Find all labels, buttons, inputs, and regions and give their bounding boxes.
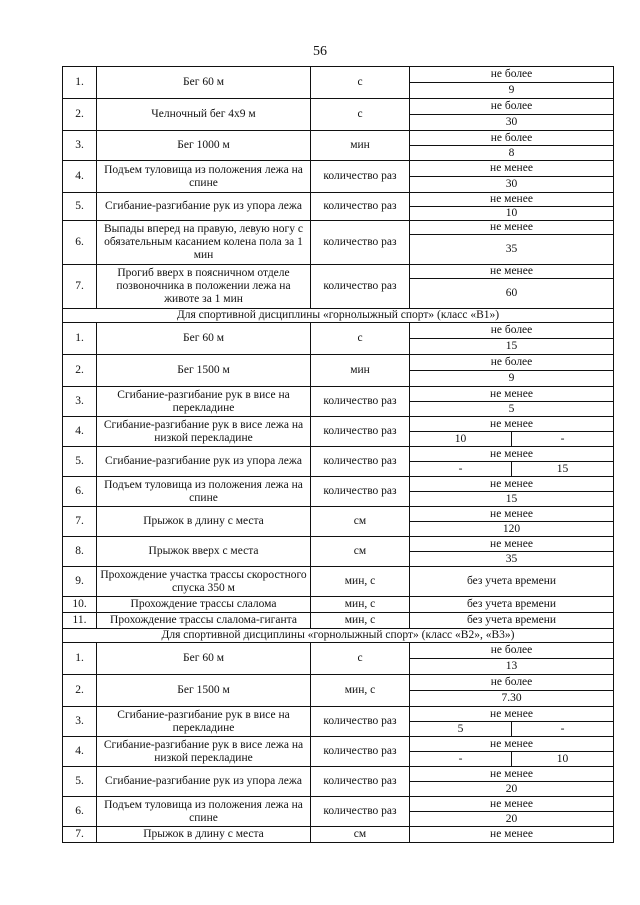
table-row (63, 417, 614, 432)
row-number: 4. (63, 161, 97, 193)
page-number: 56 (313, 44, 327, 59)
unit: количество раз (311, 767, 410, 797)
row-number: 4. (63, 417, 97, 447)
row-number: 7. (63, 507, 97, 537)
value: 5 (410, 402, 614, 417)
value: 9 (410, 371, 614, 387)
table-row (63, 477, 614, 492)
table-row (63, 767, 614, 782)
exercise-name: Бег 60 м (97, 67, 311, 99)
row-number: 2. (63, 675, 97, 707)
condition-label: не менее (410, 507, 614, 522)
value-right: 15 (512, 462, 614, 477)
row-number: 3. (63, 387, 97, 417)
exercise-name: Сгибание-разгибание рук в висе на перекладине (97, 387, 311, 417)
row-number: 5. (63, 193, 97, 221)
value: 15 (410, 492, 614, 507)
exercise-name: Сгибание-разгибание рук в висе на перекладине (97, 707, 311, 737)
exercise-name: Подъем туловища из положения лежа на спине (97, 477, 311, 507)
unit: с (311, 643, 410, 675)
unit: с (311, 323, 410, 355)
value: 30 (410, 115, 614, 131)
value-note: без учета времени (410, 613, 614, 629)
value-right: - (512, 722, 614, 737)
condition-label: не более (410, 355, 614, 371)
table-row (63, 161, 614, 177)
exercise-name: Прохождение трассы слалома (97, 597, 311, 613)
unit: см (311, 507, 410, 537)
condition-label: не менее (410, 477, 614, 492)
exercise-name: Прогиб вверх в поясничном отделе позвоночника в положении лежа на животе за 1 мин (97, 265, 311, 309)
table-row (63, 797, 614, 812)
condition-label: не более (410, 99, 614, 115)
value: 8 (410, 146, 614, 161)
exercise-name: Подъем туловища из положения лежа на спине (97, 797, 311, 827)
table-row (63, 567, 614, 597)
exercise-name: Прыжок в длину с места (97, 827, 311, 843)
value: 7.30 (410, 691, 614, 707)
table-row (63, 537, 614, 552)
row-number: 8. (63, 537, 97, 567)
row-number: 6. (63, 221, 97, 265)
unit: мин, с (311, 613, 410, 629)
exercise-name: Прохождение трассы слалома-гиганта (97, 613, 311, 629)
exercise-name: Прыжок вверх с места (97, 537, 311, 567)
condition-label: не менее (410, 827, 614, 843)
exercise-name: Сгибание-разгибание рук из упора лежа (97, 447, 311, 477)
unit: мин, с (311, 597, 410, 613)
unit: количество раз (311, 265, 410, 309)
table-row (63, 355, 614, 371)
value: 9 (410, 83, 614, 99)
condition-label: не более (410, 675, 614, 691)
condition-label: не менее (410, 387, 614, 402)
exercise-name: Бег 1500 м (97, 355, 311, 387)
unit: см (311, 827, 410, 843)
table-row (63, 131, 614, 146)
row-number: 1. (63, 643, 97, 675)
table-row (63, 507, 614, 522)
unit: количество раз (311, 417, 410, 447)
exercise-name: Бег 1500 м (97, 675, 311, 707)
exercise-name: Бег 1000 м (97, 131, 311, 161)
unit: мин, с (311, 675, 410, 707)
row-number: 1. (63, 67, 97, 99)
table-row (63, 597, 614, 613)
table-row (63, 643, 614, 659)
table-row (63, 827, 614, 843)
unit: количество раз (311, 737, 410, 767)
condition-label: не более (410, 643, 614, 659)
unit: количество раз (311, 707, 410, 737)
value-note: без учета времени (410, 567, 614, 597)
condition-label: не менее (410, 537, 614, 552)
exercise-name: Прохождение участка трассы скоростного спуска 350 м (97, 567, 311, 597)
condition-label: не менее (410, 265, 614, 279)
row-number: 1. (63, 323, 97, 355)
row-number: 5. (63, 767, 97, 797)
section-title: Для спортивной дисциплины «горнолыжный спорт» (класс «В2», «В3») (63, 629, 614, 643)
value: 15 (410, 339, 614, 355)
value: 35 (410, 235, 614, 265)
condition-label: не менее (410, 193, 614, 207)
table-row (63, 323, 614, 339)
table-row (63, 613, 614, 629)
condition-label: не менее (410, 737, 614, 752)
unit: с (311, 99, 410, 131)
row-number: 2. (63, 355, 97, 387)
unit: количество раз (311, 477, 410, 507)
exercise-name: Бег 60 м (97, 643, 311, 675)
section-header-row (63, 629, 614, 643)
section-title: Для спортивной дисциплины «горнолыжный спорт» (класс «В1») (63, 309, 614, 323)
table-row (63, 265, 614, 279)
exercise-name: Прыжок в длину с места (97, 507, 311, 537)
condition-label: не менее (410, 767, 614, 782)
condition-label: не более (410, 323, 614, 339)
value-left: 5 (410, 722, 512, 737)
exercise-name: Сгибание-разгибание рук в висе лежа на низкой перекладине (97, 737, 311, 767)
unit: количество раз (311, 221, 410, 265)
row-number: 9. (63, 567, 97, 597)
row-number: 2. (63, 99, 97, 131)
unit: с (311, 67, 410, 99)
condition-label: не менее (410, 707, 614, 722)
table-row (63, 193, 614, 207)
unit: мин, с (311, 567, 410, 597)
exercise-name: Подъем туловища из положения лежа на спине (97, 161, 311, 193)
value: 13 (410, 659, 614, 675)
section-header-row (63, 309, 614, 323)
table-row (63, 675, 614, 691)
table-row (63, 67, 614, 83)
unit: количество раз (311, 161, 410, 193)
value: 20 (410, 782, 614, 797)
value: 120 (410, 522, 614, 537)
value: 60 (410, 279, 614, 309)
standards-table (62, 66, 614, 843)
condition-label: не менее (410, 417, 614, 432)
row-number: 11. (63, 613, 97, 629)
unit: мин (311, 131, 410, 161)
row-number: 7. (63, 827, 97, 843)
value: 20 (410, 812, 614, 827)
value: 30 (410, 177, 614, 193)
exercise-name: Сгибание-разгибание рук из упора лежа (97, 193, 311, 221)
condition-label: не более (410, 131, 614, 146)
condition-label: не менее (410, 161, 614, 177)
table-row (63, 221, 614, 235)
unit: количество раз (311, 447, 410, 477)
exercise-name: Сгибание-разгибание рук из упора лежа (97, 767, 311, 797)
row-number: 3. (63, 707, 97, 737)
row-number: 10. (63, 597, 97, 613)
value-left: - (410, 752, 512, 767)
row-number: 7. (63, 265, 97, 309)
exercise-name: Сгибание-разгибание рук в висе лежа на низкой перекладине (97, 417, 311, 447)
unit: мин (311, 355, 410, 387)
condition-label: не менее (410, 447, 614, 462)
row-number: 4. (63, 737, 97, 767)
row-number: 6. (63, 797, 97, 827)
row-number: 3. (63, 131, 97, 161)
unit: количество раз (311, 797, 410, 827)
row-number: 5. (63, 447, 97, 477)
value-note: без учета времени (410, 597, 614, 613)
value-left: - (410, 462, 512, 477)
table-row (63, 387, 614, 402)
value-right: 10 (512, 752, 614, 767)
table-row (63, 707, 614, 722)
unit: количество раз (311, 387, 410, 417)
table-row (63, 99, 614, 115)
row-number: 6. (63, 477, 97, 507)
exercise-name: Выпады вперед на правую, левую ногу с обязательным касанием колена пола за 1 мин (97, 221, 311, 265)
unit: см (311, 537, 410, 567)
condition-label: не менее (410, 221, 614, 235)
value: 10 (410, 207, 614, 221)
value: 35 (410, 552, 614, 567)
exercise-name: Челночный бег 4х9 м (97, 99, 311, 131)
table-row (63, 447, 614, 462)
exercise-name: Бег 60 м (97, 323, 311, 355)
condition-label: не более (410, 67, 614, 83)
unit: количество раз (311, 193, 410, 221)
value-left: 10 (410, 432, 512, 447)
table-row (63, 737, 614, 752)
condition-label: не менее (410, 797, 614, 812)
value-right: - (512, 432, 614, 447)
